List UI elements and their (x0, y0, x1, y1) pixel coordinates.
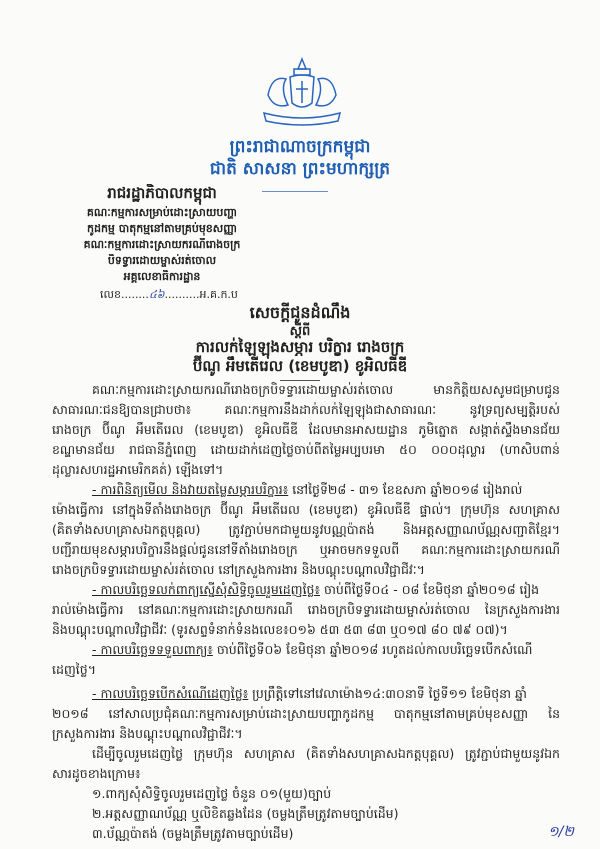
body-line (52, 764, 560, 784)
reference-number: លេខ........៤៦..........អ.គ.ក.ប (100, 288, 238, 301)
body-line (52, 804, 560, 824)
body-text: ១.ពាក្យសុំសិទ្ធិចូលរួមដេញថ្លៃ ចំនួន ០១(មួយ)ច្បាប់ (92, 786, 332, 801)
body-text: ២០១៨ នៅសាលប្រជុំគណៈកម្មការសម្រាប់ដោះស្រាយបញ្ហាកូដកម្ម បាតុកម្មនៅតាមគ្រប់មុខសញ្ញា នៃ (52, 706, 560, 721)
kingdom-heading: ព្រះរាជាណាចក្រកម្ពុជា (229, 137, 371, 157)
body-line (52, 724, 560, 744)
section-label: - ការពិនិត្យមើល និងវាយតម្លៃសម្ភារបរិក្ខារ៖ (92, 482, 289, 497)
body-text: រោងចក្រ ប៊ីណូ អឹមតើរេល (ខេមបូឌា) ខូអិលធីឌី ដែលមានអាសយដ្ឋាន ភូមិត្នោត សង្កាត់ស្ទឹងមានជ័យ (52, 422, 560, 437)
subject-line-2: ប៊ីណូ អឹមតើរេល (ខេមបូឌា) ខូអិលធីឌី (192, 357, 408, 375)
section-label: - កាលបរិច្ឆេទលក់ពាក្យស្នើសុំសិទ្ធិចូលរួមដេញថ្លៃ៖ (92, 582, 320, 597)
header-divider (262, 191, 328, 192)
body-line (52, 704, 560, 724)
issuer-line: គណៈកម្មការសម្រាប់ដោះស្រាយបញ្ហា (86, 206, 238, 219)
body-line (52, 660, 560, 680)
body-line (52, 580, 560, 600)
body-line (52, 520, 560, 540)
body-text: ២.អត្តសញ្ញាណប័ណ្ណ ឬលិខិតឆ្លងដែន (ចម្លងត្រឹមត្រូវតាមច្បាប់ដើម) (92, 806, 399, 821)
body-text: ខណ្ឌមានជ័យ រាជធានីភ្នំពេញ ដោយដាក់ដេញថ្លៃចាប់ពីតម្លៃអប្បបរមា ៥០ ០០០ដុល្លារ (ហាសិបពាន់ (52, 442, 560, 457)
body-line (52, 620, 560, 640)
issuer-line: បិទទ្វារដោយម្ចាស់រត់ចោល (107, 254, 217, 267)
body-text: សារដូចខាងក្រោម៖ (52, 766, 141, 781)
body-line (52, 420, 560, 440)
subject-line-1: ការលក់ឡៃឡុងសម្ភារ បរិក្ខារ រោងចក្រ (195, 338, 405, 356)
issuer-line: អគ្គលេខាធិការដ្ឋាន (123, 270, 201, 283)
royal-coat-of-arms-emblem (258, 55, 346, 127)
page-number: ១/២ (548, 824, 574, 840)
body-line (52, 744, 560, 764)
body-text: និងបណ្តុះបណ្តាលវិជ្ជាជីវៈ (ទូរសព្ទទំនាក់ទំនងលេខ៖០១៦ ៥៣ ៥៣ ៨៣ ឬ០១៧ ៨០ ៧៩ ០៧)។ (52, 622, 508, 637)
body-text: ប្រព្រឹត្តិទៅនៅវេលាម៉ោង១៤:៣០នាទី ថ្ងៃទី១១ ខែមិថុនា ឆ្នាំ (248, 686, 527, 701)
body-text: (គិតទាំងសហគ្រាសឯកត្តបុគ្គល) ត្រូវភ្ជាប់មកជាមួយនូវបណ្ណប៉ាតង់ និងអត្តសញ្ញាណប័ណ្ណសញ្ជាតិខ្មែរ។ (52, 522, 560, 537)
reference-suffix: អ.គ.ក.ប (199, 288, 238, 301)
reference-handwritten-number: ៤៦ (148, 288, 165, 301)
body-text: ដេញថ្លៃ។ (52, 662, 96, 677)
body-line (52, 824, 560, 844)
body-text: ក្រសួងការងារ និងបណ្តុះបណ្តាលវិជ្ជាជីវៈ។ (52, 726, 243, 741)
document-title: សេចក្តីជូនដំណឹង (249, 303, 351, 322)
issuer-line: គណៈកម្មការដោះស្រាយករណីរោងចក្រ (83, 238, 241, 251)
section-label: - កាលបរិច្ឆេទទទួលពាក្យ៖ (92, 642, 213, 657)
body-text: ៣.ប័ណ្ណប៉ាតង់ (ចម្លងត្រឹមត្រូវតាមច្បាប់ដើម) (92, 826, 294, 841)
body-text: ដុល្លារសហរដ្ឋអាមេរិកគត់) ឡើងទៅ។ (52, 462, 224, 477)
body-text: រោងចក្របិទទ្វារដោយម្ចាស់រត់ចោល នៅក្រសួងការងារ និងបណ្តុះបណ្តាលវិជ្ជាជីវៈ។ (52, 562, 425, 577)
body-text: បញ្ជីរាយមុខសម្ភារបរិក្ខារនឹងផ្តល់ជូននៅទីតាំងរោងចក្រ ឬអាចមកទទួលពី គណៈកម្មការដោះស្រាយករណី (52, 542, 560, 557)
body-line (52, 500, 560, 520)
body-text: ចាប់ពីថ្ងៃទី០៦ ខែមិថុនា ឆ្នាំ២០១៨ រហូតដល់កាលបរិច្ឆេទបើកសំណើ (212, 642, 533, 657)
body-text: នៅថ្ងៃទី២៨ - ៣១ ខែឧសភា ឆ្នាំ២០១៨ រៀងរាល់ (288, 482, 523, 497)
body-text: គណៈកម្មការដោះស្រាយករណីរោងចក្របិទទ្វារដោយម្ចាស់រត់ចោល មានកិត្តិយសសូមជម្រាបជូន (92, 382, 560, 397)
body-line (52, 684, 560, 704)
title-about: ស្តីពី (289, 324, 311, 339)
section-label: - កាលបរិច្ឆេទបើកសំណើដេញថ្លៃ៖ (92, 686, 249, 701)
national-motto: ជាតិ សាសនា ព្រះមហាក្សត្រ (209, 159, 391, 179)
body-text: ចាប់ពីថ្ងៃទី០៤ - ០៨ ខែមិថុនា ឆ្នាំ២០១៨ រៀង (319, 582, 540, 597)
reference-label: លេខ (100, 288, 121, 301)
body-text: ម៉ោងធ្វើការ នៅក្នុងទីតាំងរោងចក្រ ប៊ីណូ អឹមតើរេល (ខេមបូឌា) ខូអិលធីឌី ផ្ទាល់។ ក្រុមហ៊ុន សហគ្រាស (52, 502, 560, 517)
body-text: សាធារណៈជនឱ្យបានជ្រាបថា៖ គណៈកម្មការនឹងដាក់លក់ឡៃឡុងជាសាធារណៈ នូវទ្រព្យសម្បត្តិរបស់ (52, 402, 560, 417)
body-line (52, 380, 560, 400)
body-line (52, 440, 560, 460)
body-line (52, 460, 560, 480)
body-text: រាល់ម៉ោងធ្វើការ នៅគណៈកម្មការដោះស្រាយករណី រោងចក្របិទទ្វារដោយម្ចាស់រត់ចោល នៃក្រសួងការងារ (52, 602, 560, 617)
body-line (52, 540, 560, 560)
government-name: រាជរដ្ឋាភិបាលកម្ពុជា (107, 184, 217, 202)
body-line (52, 560, 560, 580)
body-text: ដើម្បីចូលរួមដេញថ្លៃ ក្រុមហ៊ុន សហគ្រាស (គិតទាំងសហគ្រាសឯកត្តបុគ្គល) ត្រូវភ្ជាប់ជាមួយនូវឯក (92, 746, 560, 761)
body-line (52, 784, 560, 804)
body-line (52, 600, 560, 620)
body-line (52, 640, 560, 660)
body-line (52, 480, 560, 500)
issuer-line: កូដកម្ម បាតុកម្មនៅតាមគ្រប់មុខសញ្ញា (86, 222, 238, 235)
body-line (52, 400, 560, 420)
